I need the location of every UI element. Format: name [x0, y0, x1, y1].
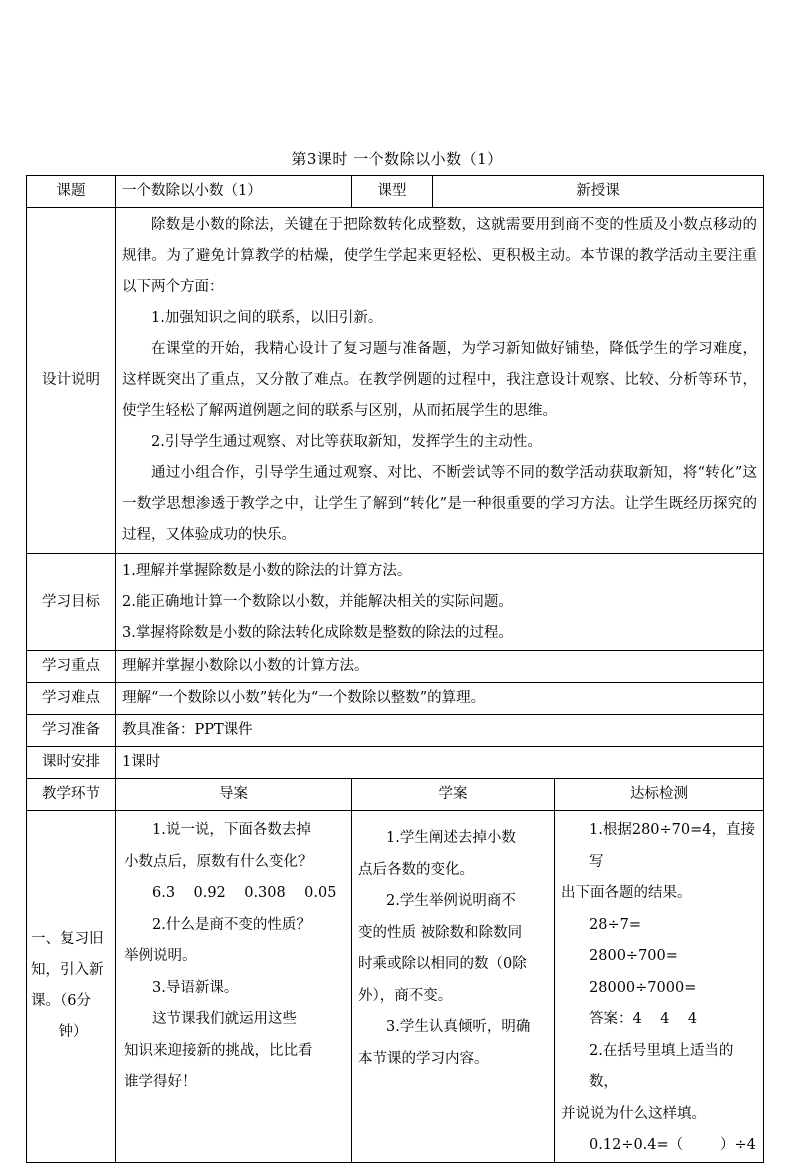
check-line: 2.在括号里填上适当的数， — [589, 1042, 734, 1090]
check-line: 答案：4 4 4 — [589, 1011, 698, 1027]
goals-label: 学习目标 — [27, 554, 116, 651]
design-content — [116, 208, 764, 554]
type-value: 新授课 — [433, 176, 764, 208]
topic-value: 一个数除以小数（1） — [116, 176, 352, 208]
check-line: 1.根据280÷70=4，直接写 — [589, 822, 756, 870]
guide-line: 知识来迎接新的挑战，比比看 — [124, 1042, 313, 1059]
guide-line: 举例说明。 — [124, 948, 197, 964]
phase1-label-line: 钟） — [58, 1024, 88, 1041]
schedule-text: 1课时 — [116, 747, 764, 779]
phase1-row — [27, 811, 764, 1163]
guide-line: 2.什么是商不变的性质？ — [152, 916, 311, 933]
guide-line: 小数点后，原数有什么变化？ — [124, 853, 313, 870]
check-line: 并说说为什么这样填。 — [561, 1105, 707, 1122]
phase1-label-line: 课。（6分 — [31, 993, 91, 1010]
study-line: 外），商不变。 — [358, 987, 453, 1004]
check-line: 出下面各题的结果。 — [561, 885, 692, 901]
phase1-label-line: 一、复习旧 — [31, 931, 104, 948]
goals-row — [27, 554, 764, 651]
check-line: 2800÷700= — [589, 948, 678, 964]
phase1-study — [352, 811, 555, 1163]
design-row — [27, 208, 764, 554]
guide-line: 3.导语新课。 — [152, 979, 239, 996]
goal-item: 3.掌握将除数是小数的除法转化成除数是整数的除法的过程。 — [122, 624, 513, 641]
design-label: 设计说明 — [27, 208, 116, 554]
design-paragraph: 1.加强知识之间的联系，以旧引新。 — [151, 310, 383, 326]
study-col-header: 学案 — [352, 779, 555, 811]
phase1-label-line: 知，引入新 — [31, 962, 104, 979]
design-paragraph: 在课堂的开始，我精心设计了复习题与准备题，为学习新知做好铺垫，降低学生的学习难度，这样既突出了重点，又分散了难点。在教学例题的过程中，我注意设计观察、比较、分析等环节，使学生轻松了解两道例题之间的联系与区别，从而拓展学生的思维。 — [122, 341, 758, 419]
difficulty-text: 理解“一个数除以小数”转化为“一个数除以整数”的算理。 — [116, 683, 764, 715]
key-point-text: 理解并掌握小数除以小数的计算方法。 — [116, 651, 764, 683]
study-line: 2.学生举例说明商不 — [386, 893, 516, 909]
guide-line: 这节课我们就运用这些 — [152, 1011, 297, 1027]
study-line: 变的性质 被除数和除数同 — [358, 924, 523, 941]
study-line: 本节课的学习内容。 — [358, 1050, 489, 1067]
prep-row — [27, 715, 764, 747]
design-paragraph: 2.引导学生通过观察、对比等获取新知，发挥学生的主动性。 — [151, 434, 542, 450]
check-line: 0.12÷0.4=（ ）÷4 — [589, 1137, 756, 1153]
difficulty-row — [27, 683, 764, 715]
phase-header-row — [27, 779, 764, 811]
key-point-label: 学习重点 — [27, 651, 116, 683]
type-label: 课型 — [352, 176, 433, 208]
schedule-label: 课时安排 — [27, 747, 116, 779]
design-paragraph: 通过小组合作，引导学生通过观察、对比、不断尝试等不同的数学活动获取新知，将“转化”这一数学思想渗透于教学之中，让学生了解到“转化”是一种很重要的学习方法。让学生既经历探究的过程，又体验成功的快乐。 — [122, 465, 758, 543]
topic-row — [27, 176, 764, 208]
prep-text: 教具准备：PPT课件 — [116, 715, 764, 747]
schedule-row — [27, 747, 764, 779]
goal-item: 1.理解并掌握除数是小数的除法的计算方法。 — [122, 562, 412, 579]
guide-line: 1.说一说，下面各数去掉 — [152, 822, 311, 838]
check-line: 28000÷7000= — [589, 979, 697, 996]
guide-line: 谁学得好！ — [124, 1074, 197, 1090]
goal-item: 2.能正确地计算一个数除以小数，并能解决相关的实际问题。 — [122, 593, 513, 610]
check-line: 28÷7= — [589, 916, 641, 933]
guide-col-header: 导案 — [116, 779, 352, 811]
key-point-row — [27, 651, 764, 683]
phase-col-header: 教学环节 — [27, 779, 116, 811]
study-line: 点后各数的变化。 — [358, 861, 475, 878]
check-col-header: 达标检测 — [555, 779, 764, 811]
phase1-label — [27, 811, 116, 1163]
study-line: 1.学生阐述去掉小数 — [386, 830, 516, 846]
lesson-plan-table — [26, 175, 764, 1163]
study-line: 3.学生认真倾听，明确 — [386, 1019, 531, 1035]
difficulty-label: 学习难点 — [27, 683, 116, 715]
phase1-check — [555, 811, 764, 1163]
page-title: 第3课时 一个数除以小数（1） — [291, 150, 503, 168]
guide-line: 6.3 0.92 0.308 0.05 — [152, 885, 337, 901]
goals-content — [116, 554, 764, 651]
design-paragraph: 除数是小数的除法，关键在于把除数转化成整数，这就需要用到商不变的性质及小数点移动的规律。为了避免计算教学的枯燥，使学生学起来更轻松、更积极主动。本节课的教学活动主要注重以下两个方面： — [122, 217, 758, 295]
topic-label: 课题 — [27, 176, 116, 208]
phase1-guide — [116, 811, 352, 1163]
prep-label: 学习准备 — [27, 715, 116, 747]
study-line: 时乘或除以相同的数（0除 — [358, 956, 527, 972]
